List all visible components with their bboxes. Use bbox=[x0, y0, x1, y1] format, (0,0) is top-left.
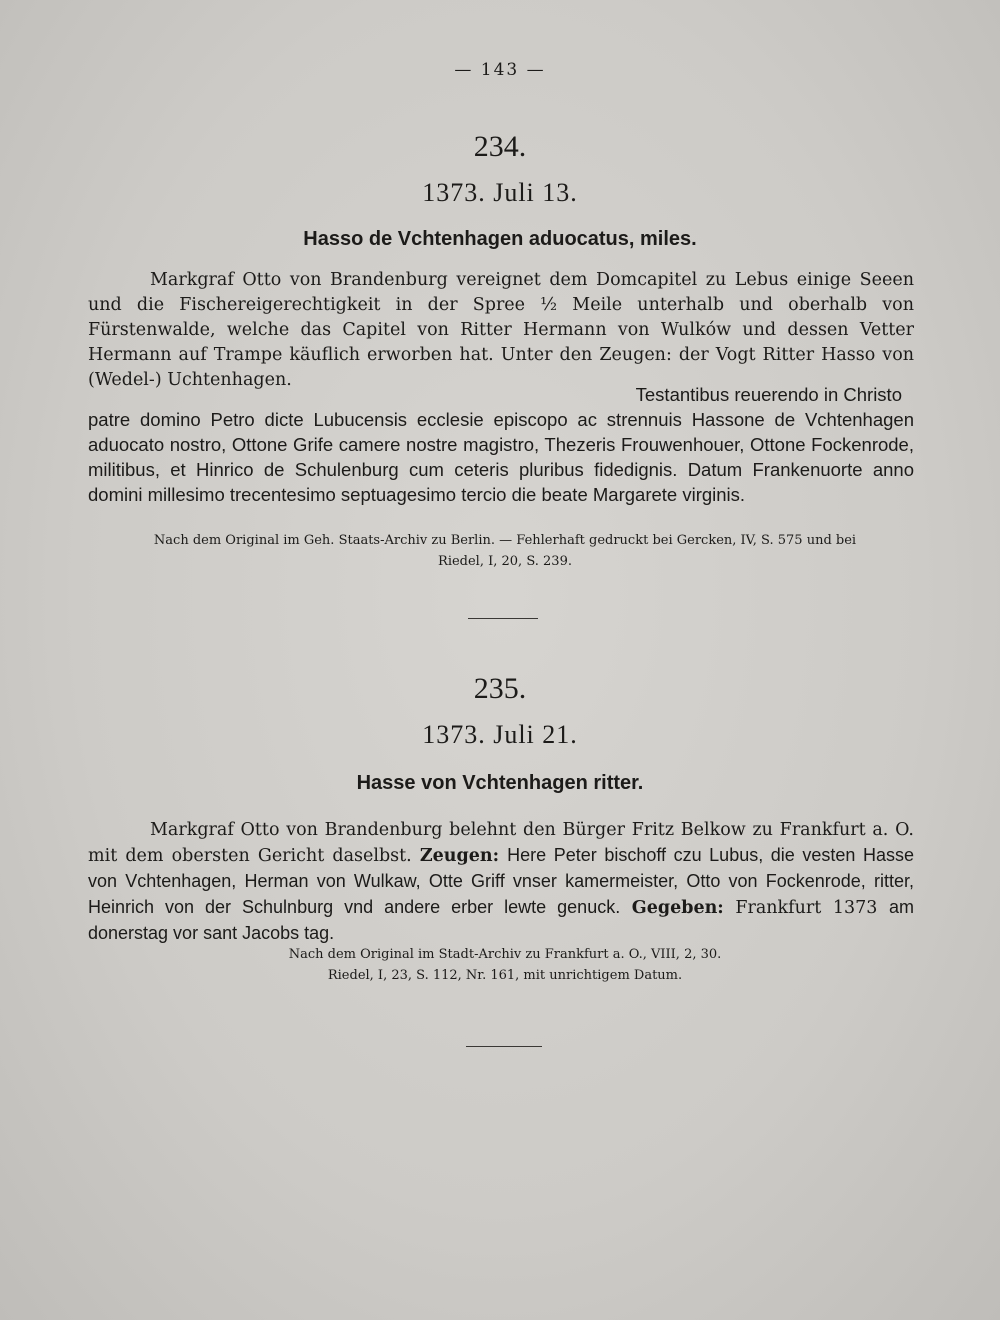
end-divider bbox=[466, 1046, 542, 1047]
latin-body-234: patre domino Petro dicte Lubucensis ecclesie episcopo ac strennuis Hassone de Vchtenhagen aduocato nostro, Ottone Grife camere nostre magistro, Thezeris Frouwenhouer, Ottone Fockenrode, militibus, et Hinrico de Schulenburg cum ceteris pluribus fidedignis. Datum Frankenuorte anno domini millesimo trecentesimo septuagesimo tercio die beate Margarete virginis. bbox=[88, 409, 914, 505]
closing-text-235: am donerstag vor sant Jacobs tag. bbox=[88, 897, 914, 943]
document-date-234: 1373. Juli 13. bbox=[422, 178, 578, 207]
source-line-1-234: Nach dem Original im Geh. Staats-Archiv zu Berlin. — Fehlerhaft gedruckt bei Gercken, IV, S. 575 und bei bbox=[153, 533, 857, 548]
page-number: — 143 — bbox=[454, 60, 546, 80]
given-label-235: Gegeben: bbox=[631, 898, 724, 918]
document-heading-235: Hasse von Vchtenhagen ritter. bbox=[356, 772, 644, 794]
source-note-235 bbox=[120, 944, 890, 986]
latin-first-line-234: Testantibus reuerendo in Christo bbox=[635, 384, 902, 405]
source-line-1-235: Nach dem Original im Stadt-Archiv zu Frankfurt a. O., VIII, 2, 30. bbox=[288, 947, 722, 962]
witness-text-235: Here Peter bischoff czu Lubus, die vesten Hasse von Vchtenhagen, Herman von Wulkaw, Otte Griff vnser kamermeister, Otto von Fockenrode, ritter, Heinrich von der Schulnburg vnd andere erber lewte genuck. bbox=[88, 845, 914, 917]
source-line-2-235: Riedel, I, 23, S. 112, Nr. 161, mit unrichtigem Datum. bbox=[327, 968, 683, 983]
document-number-234: 234. bbox=[473, 130, 527, 163]
latin-text-234 bbox=[88, 382, 914, 507]
witness-label-235: Zeugen: bbox=[419, 846, 500, 866]
document-number-235: 235. bbox=[473, 672, 527, 705]
source-note-234 bbox=[120, 530, 890, 572]
summary-text-235: Markgraf Otto von Brandenburg belehnt den Bürger Fritz Belkow zu Frankfurt a. O. mit dem obersten Gericht daselbst. bbox=[88, 820, 914, 866]
document-heading-234: Hasso de Vchtenhagen aduocatus, miles. bbox=[303, 228, 697, 250]
summary-234: Markgraf Otto von Brandenburg vereignet dem Domcapitel zu Lebus einige Seeen und die Fischereigerechtigkeit in der Spree ½ Meile unterhalb und oberhalb von Fürstenwalde, welche das Capitel von Ritter Hermann von Wulków und dessen Vetter Hermann auf Trampe käuflich erworben hat. Unter den Zeugen: der Vogt Ritter Hasso von (Wedel-) Uchtenhagen. bbox=[88, 270, 914, 390]
source-line-2-234: Riedel, I, 20, S. 239. bbox=[438, 554, 572, 569]
section-divider bbox=[468, 618, 538, 619]
summary-235 bbox=[88, 818, 914, 947]
document-date-235: 1373. Juli 21. bbox=[422, 720, 578, 749]
given-text-235: Frankfurt 1373 bbox=[735, 898, 878, 918]
